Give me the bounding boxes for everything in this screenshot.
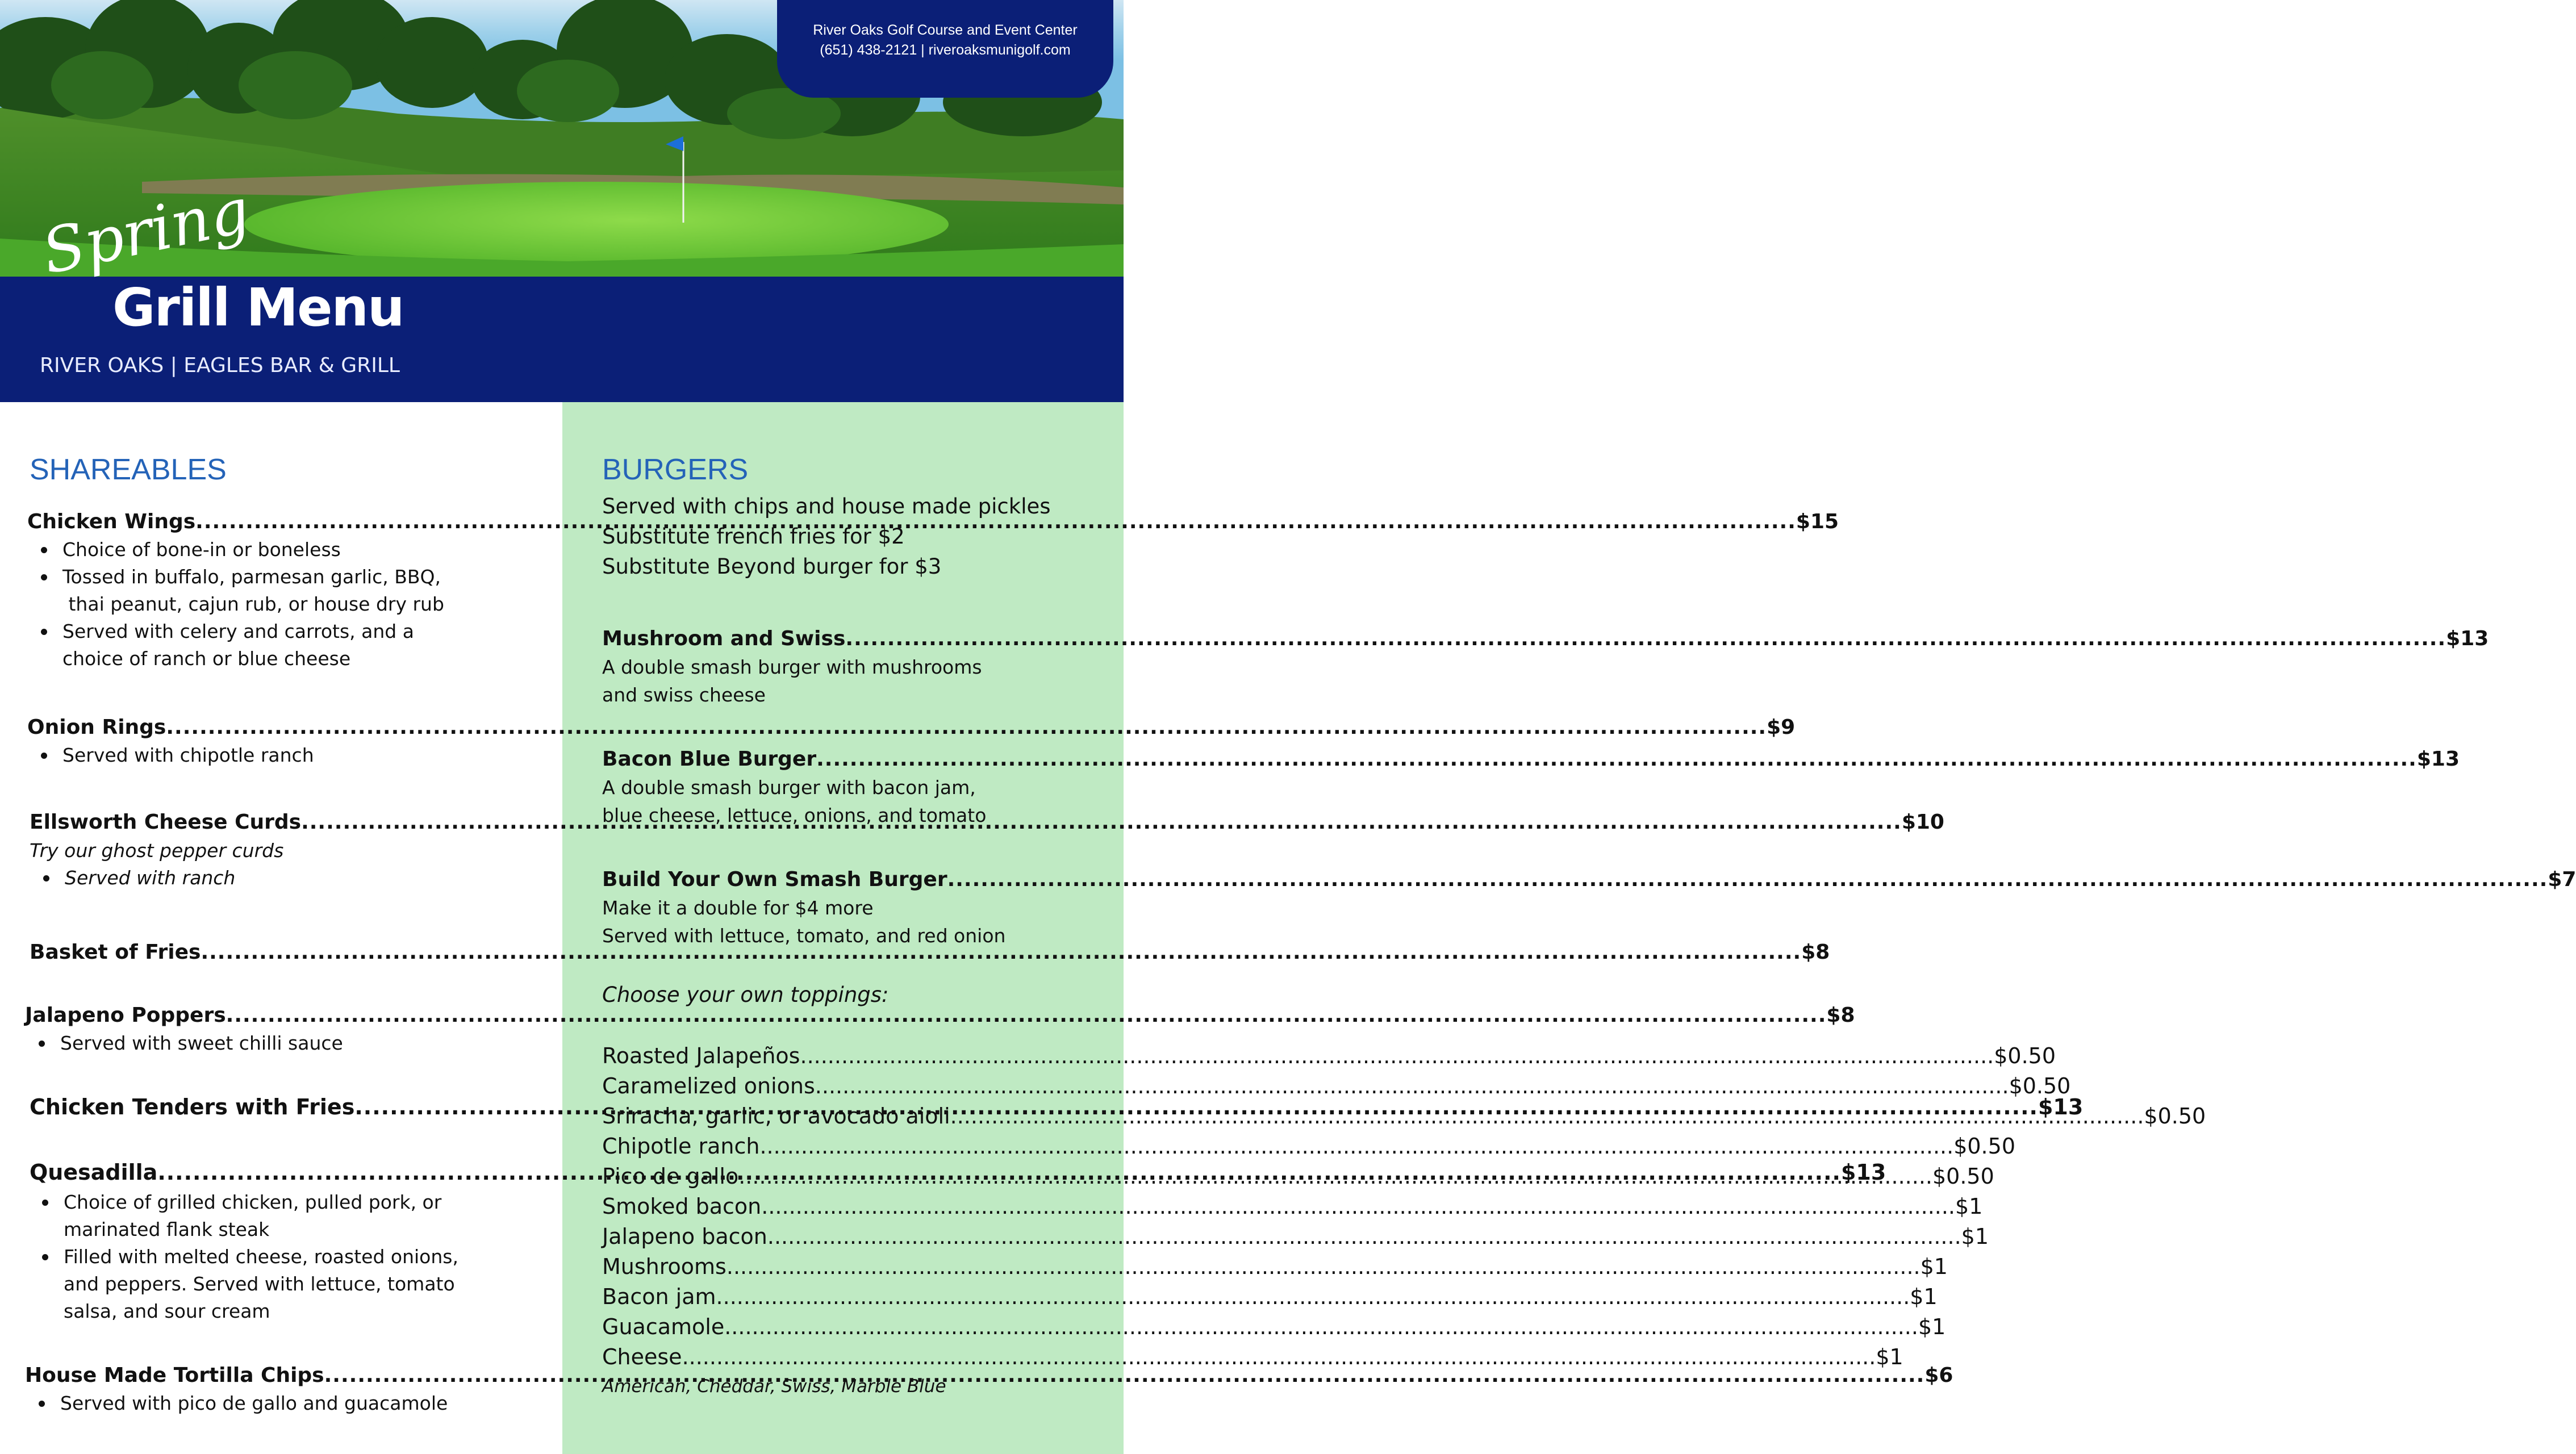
cheese-curds-note: Try our ghost pepper curds [30,839,284,862]
item-price: $10 [1901,810,1944,834]
topping-price: $0.50 [1994,1043,2056,1068]
topping-name: Chipotle ranch [602,1134,760,1159]
item-name: Bacon Blue Burger [602,747,817,771]
list-item: Served with ranch [32,864,235,892]
page-subtitle: RIVER OAKS | EAGLES BAR & GRILL [40,354,400,377]
item-name: Quesadilla [30,1160,158,1185]
description-line: blue cheese, lettuce, onions, and tomato [602,804,987,826]
description-line: A double smash burger with bacon jam, [602,776,976,799]
item-price: $8 [1826,1004,1855,1027]
item-price: $13 [1840,1160,1886,1185]
item-price: $8 [1801,941,1830,964]
item-name: Chicken Wings [27,510,196,533]
topping-price: $1 [1876,1344,1903,1369]
topping-price: $1 [1910,1284,1938,1309]
cheese-options-note: American, Cheddar, Swiss, Marble Blue [602,1376,946,1397]
list-item: Served with pico de gallo and guacamole [27,1390,448,1417]
topping-price: $0.50 [1932,1164,1994,1189]
topping-name: Caramelized onions [602,1073,815,1098]
list-item: Served with sweet chilli sauce [27,1030,343,1057]
burgers-intro [602,491,1051,582]
topping-price: $0.50 [2144,1104,2206,1129]
item-name: Ellsworth Cheese Curds [30,810,302,834]
menu-item-mushroom-swiss [602,625,2489,653]
chicken-wings-details [30,536,444,672]
topping-item [602,1282,1938,1312]
list-item: Served with chipotle ranch [30,742,314,769]
spring-script-logo [36,175,256,289]
menu-item-bacon-blue-burger [602,745,2460,774]
topping-item [602,1071,2071,1101]
menu-item-jalapeno-poppers [25,1001,1855,1030]
list-item: Filled with melted cheese, roasted onions, and peppers. Served with lettuce, tomato salsa, and sour cream [31,1243,458,1325]
topping-name: Jalapeno bacon [602,1224,767,1249]
mushroom-swiss-description [602,653,982,709]
item-price: $13 [2446,627,2489,650]
onion-rings-details [30,742,314,769]
topping-name: Sriracha, garlic, or avocado aioli [602,1104,950,1129]
description-line: and swiss cheese [602,684,766,706]
topping-item [602,1041,2056,1071]
item-name: Jalapeno Poppers [25,1004,226,1027]
topping-price: $1 [1961,1224,1989,1249]
intro-line: Substitute french fries for $2 [602,524,905,549]
description-line: Served with lettuce, tomato, and red onion [602,925,1006,947]
list-item: Choice of grilled chicken, pulled pork, or marinated flank steak [31,1189,458,1243]
topping-item [602,1252,1948,1282]
item-price: $15 [1796,510,1839,533]
topping-price: $0.50 [1953,1134,2015,1159]
item-name: Basket of Fries [30,941,201,964]
item-name: Build Your Own Smash Burger [602,868,947,891]
menu-item-onion-rings [27,713,1796,742]
item-price: $13 [2416,747,2460,771]
tortilla-chips-details [27,1390,448,1417]
item-price: $7 [2548,868,2576,891]
intro-line: Served with chips and house made pickles [602,494,1051,519]
menu-item-build-your-own [602,866,2576,894]
bacon-blue-description [602,774,986,829]
list-item: Tossed in buffalo, parmesan garlic, BBQ, thai peanut, cajun rub, or house dry rub [30,563,444,618]
topping-name: Cheese [602,1344,682,1369]
topping-item [602,1342,1903,1372]
item-name: Chicken Tenders with Fries [30,1094,355,1119]
cheese-curds-details [32,864,235,892]
item-price: $9 [1767,716,1796,739]
jalapeno-poppers-details [27,1030,343,1057]
menu-item-basket-of-fries [30,938,1830,967]
item-price: $13 [2038,1094,2084,1119]
topping-item [602,1222,1989,1252]
quesadilla-details [31,1189,458,1325]
item-name: House Made Tortilla Chips [25,1364,324,1387]
topping-item [602,1131,2015,1161]
topping-price: $1 [1955,1194,1983,1219]
description-line: Make it a double for $4 more [602,897,874,919]
toppings-heading: Choose your own toppings: [602,983,889,1007]
intro-line: Substitute Beyond burger for $3 [602,554,942,579]
topping-name: Guacamole [602,1314,725,1339]
contact-tab [777,0,1113,98]
burgers-heading: BURGERS [602,453,749,486]
menu-item-chicken-wings [27,508,1839,536]
list-item: Served with celery and carrots, and a choice of ranch or blue cheese [30,618,444,672]
topping-item [602,1192,1983,1222]
venue-name: River Oaks Golf Course and Event Center [813,22,1078,38]
spring-script-text: Spring [36,175,256,289]
description-line: A double smash burger with mushrooms [602,656,982,678]
topping-name: Pico de gallo [602,1164,739,1189]
topping-name: Bacon jam [602,1284,716,1309]
page-title: Grill Menu [112,277,404,338]
item-name: Mushroom and Swiss [602,627,846,650]
topping-price: $1 [1920,1254,1948,1279]
build-your-own-description [602,894,1005,950]
contact-info[interactable]: (651) 438-2121 | riveroaksmunigolf.com [820,42,1071,58]
topping-price: $0.50 [2009,1073,2071,1098]
topping-price: $1 [1918,1314,1946,1339]
topping-name: Mushrooms [602,1254,727,1279]
topping-name: Smoked bacon [602,1194,762,1219]
topping-name: Roasted Jalapeños [602,1043,800,1068]
shareables-heading: SHAREABLES [30,453,227,486]
item-price: $6 [1924,1364,1953,1387]
item-name: Onion Rings [27,716,166,739]
topping-item [602,1312,1946,1342]
list-item: Choice of bone-in or boneless [30,536,444,563]
